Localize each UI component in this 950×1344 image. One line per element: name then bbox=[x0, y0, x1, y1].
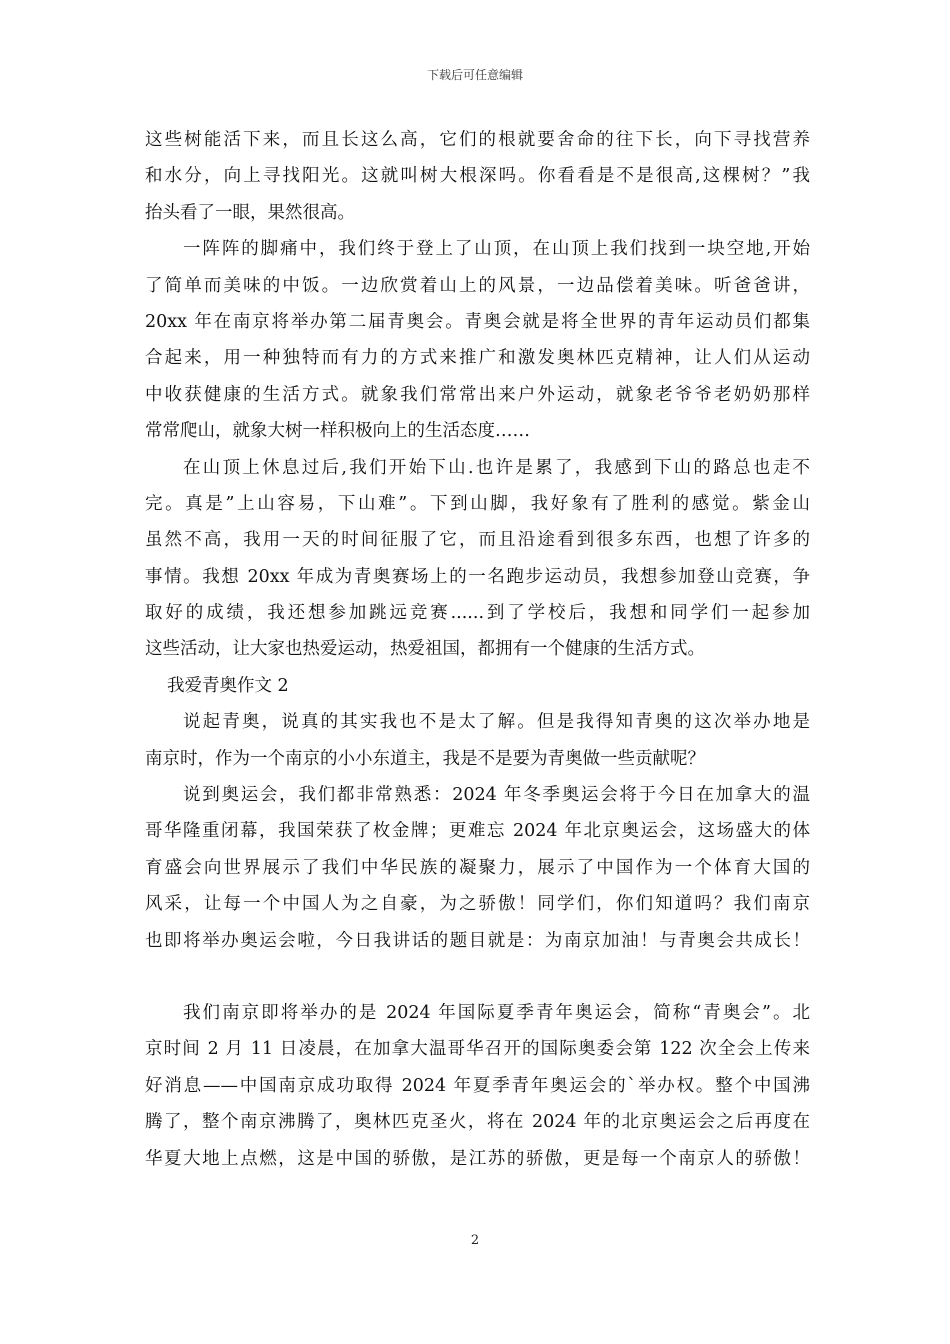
text-line: 和水分，向上寻找阳光。这就叫树大根深吗。你看看是不是很高,这棵树？”我 bbox=[145, 166, 810, 187]
text-line: 京时间 2 月 11 日凌晨，在加拿大温哥华召开的国际奥委会第 122 次全会上传来 bbox=[145, 1039, 810, 1060]
document-body bbox=[145, 122, 810, 1177]
text-line: 育盛会向世界展示了我们中华民族的凝聚力，展示了中国作为一个体育大国的 bbox=[145, 857, 810, 878]
text-line: 常常爬山，就象大树一样积极向上的生活态度…… bbox=[145, 421, 530, 442]
text-line: 中收获健康的生活方式。就象我们常常出来户外运动，就象老爷爷老奶奶那样 bbox=[145, 384, 810, 405]
page-header: 下载后可任意编辑 bbox=[426, 68, 523, 82]
text-line: 风采，让每一个中国人为之自豪，为之骄傲！同学们，你们知道吗？我们南京 bbox=[145, 894, 810, 915]
text-line: 这些树能活下来，而且长这么高，它们的根就要舍命的往下长，向下寻找营养 bbox=[145, 130, 810, 150]
text-line: 事情。我想 20xx 年成为青奥赛场上的一名跑步运动员，我想参加登山竞赛，争 bbox=[145, 566, 810, 587]
text-line: 虽然不高，我用一天的时间征服了它，而且沿途看到很多东西，也想了许多的 bbox=[145, 530, 810, 551]
text-line: 20xx 年在南京将举办第二届青奥会。青奥会就是将全世界的青年运动员们都集 bbox=[145, 311, 810, 332]
text-line: 哥华隆重闭幕，我国荣获了枚金牌；更难忘 2024 年北京奥运会，这场盛大的体 bbox=[145, 821, 810, 842]
text-line: 了简单而美味的中饭。一边欣赏着山上的风景，一边品偿着美味。听爸爸讲， bbox=[145, 275, 810, 296]
text-line: 好消息——中国南京成功取得 2024 年夏季青年奥运会的`举办权。整个中国沸 bbox=[145, 1075, 810, 1096]
paragraph-gap bbox=[145, 959, 810, 995]
text-line: 这些活动，让大家也热爱运动，热爱祖国，都拥有一个健康的生活方式。 bbox=[145, 639, 705, 660]
text-line: 完。真是”上山容易，下山难”。下到山脚，我好象有了胜利的感觉。紫金山 bbox=[145, 493, 810, 514]
text-line: 在山顶上休息过后,我们开始下山.也许是累了，我感到下山的路总也走不 bbox=[183, 457, 810, 478]
text-line: 我们南京即将举办的是 2024 年国际夏季青年奥运会，简称“青奥会”。北 bbox=[183, 1002, 810, 1023]
text-line: 抬头看了一眼，果然很高。 bbox=[145, 202, 355, 223]
text-line: 合起来，用一种独特而有力的方式来推广和激发奥林匹克精神，让人们从运动 bbox=[145, 348, 810, 369]
text-line: 取好的成绩，我还想参加跳远竞赛......到了学校后，我想和同学们一起参加 bbox=[145, 603, 810, 624]
page-number: 2 bbox=[470, 1233, 480, 1248]
text-line: 说到奥运会，我们都非常熟悉：2024 年冬季奥运会将于今日在加拿大的温 bbox=[183, 785, 810, 806]
section-heading: 我爱青奥作文 2 bbox=[167, 675, 289, 696]
text-line: 华夏大地上点燃，这是中国的骄傲，是江苏的骄傲，更是每一个南京人的骄傲！ bbox=[145, 1148, 810, 1169]
text-line: 一阵阵的脚痛中，我们终于登上了山顶，在山顶上我们找到一块空地,开始 bbox=[183, 239, 810, 260]
text-line: 腾了，整个南京沸腾了，奥林匹克圣火，将在 2024 年的北京奥运会之后再度在 bbox=[145, 1112, 810, 1133]
text-line: 也即将举办奥运会啦，今日我讲话的题目就是：为南京加油！与青奥会共成长！ bbox=[145, 930, 810, 951]
text-line: 说起青奥，说真的其实我也不是太了解。但是我得知青奥的这次举办地是 bbox=[183, 712, 810, 733]
text-line: 南京时，作为一个南京的小小东道主，我是不是要为青奥做一些贡献呢？ bbox=[145, 748, 705, 769]
